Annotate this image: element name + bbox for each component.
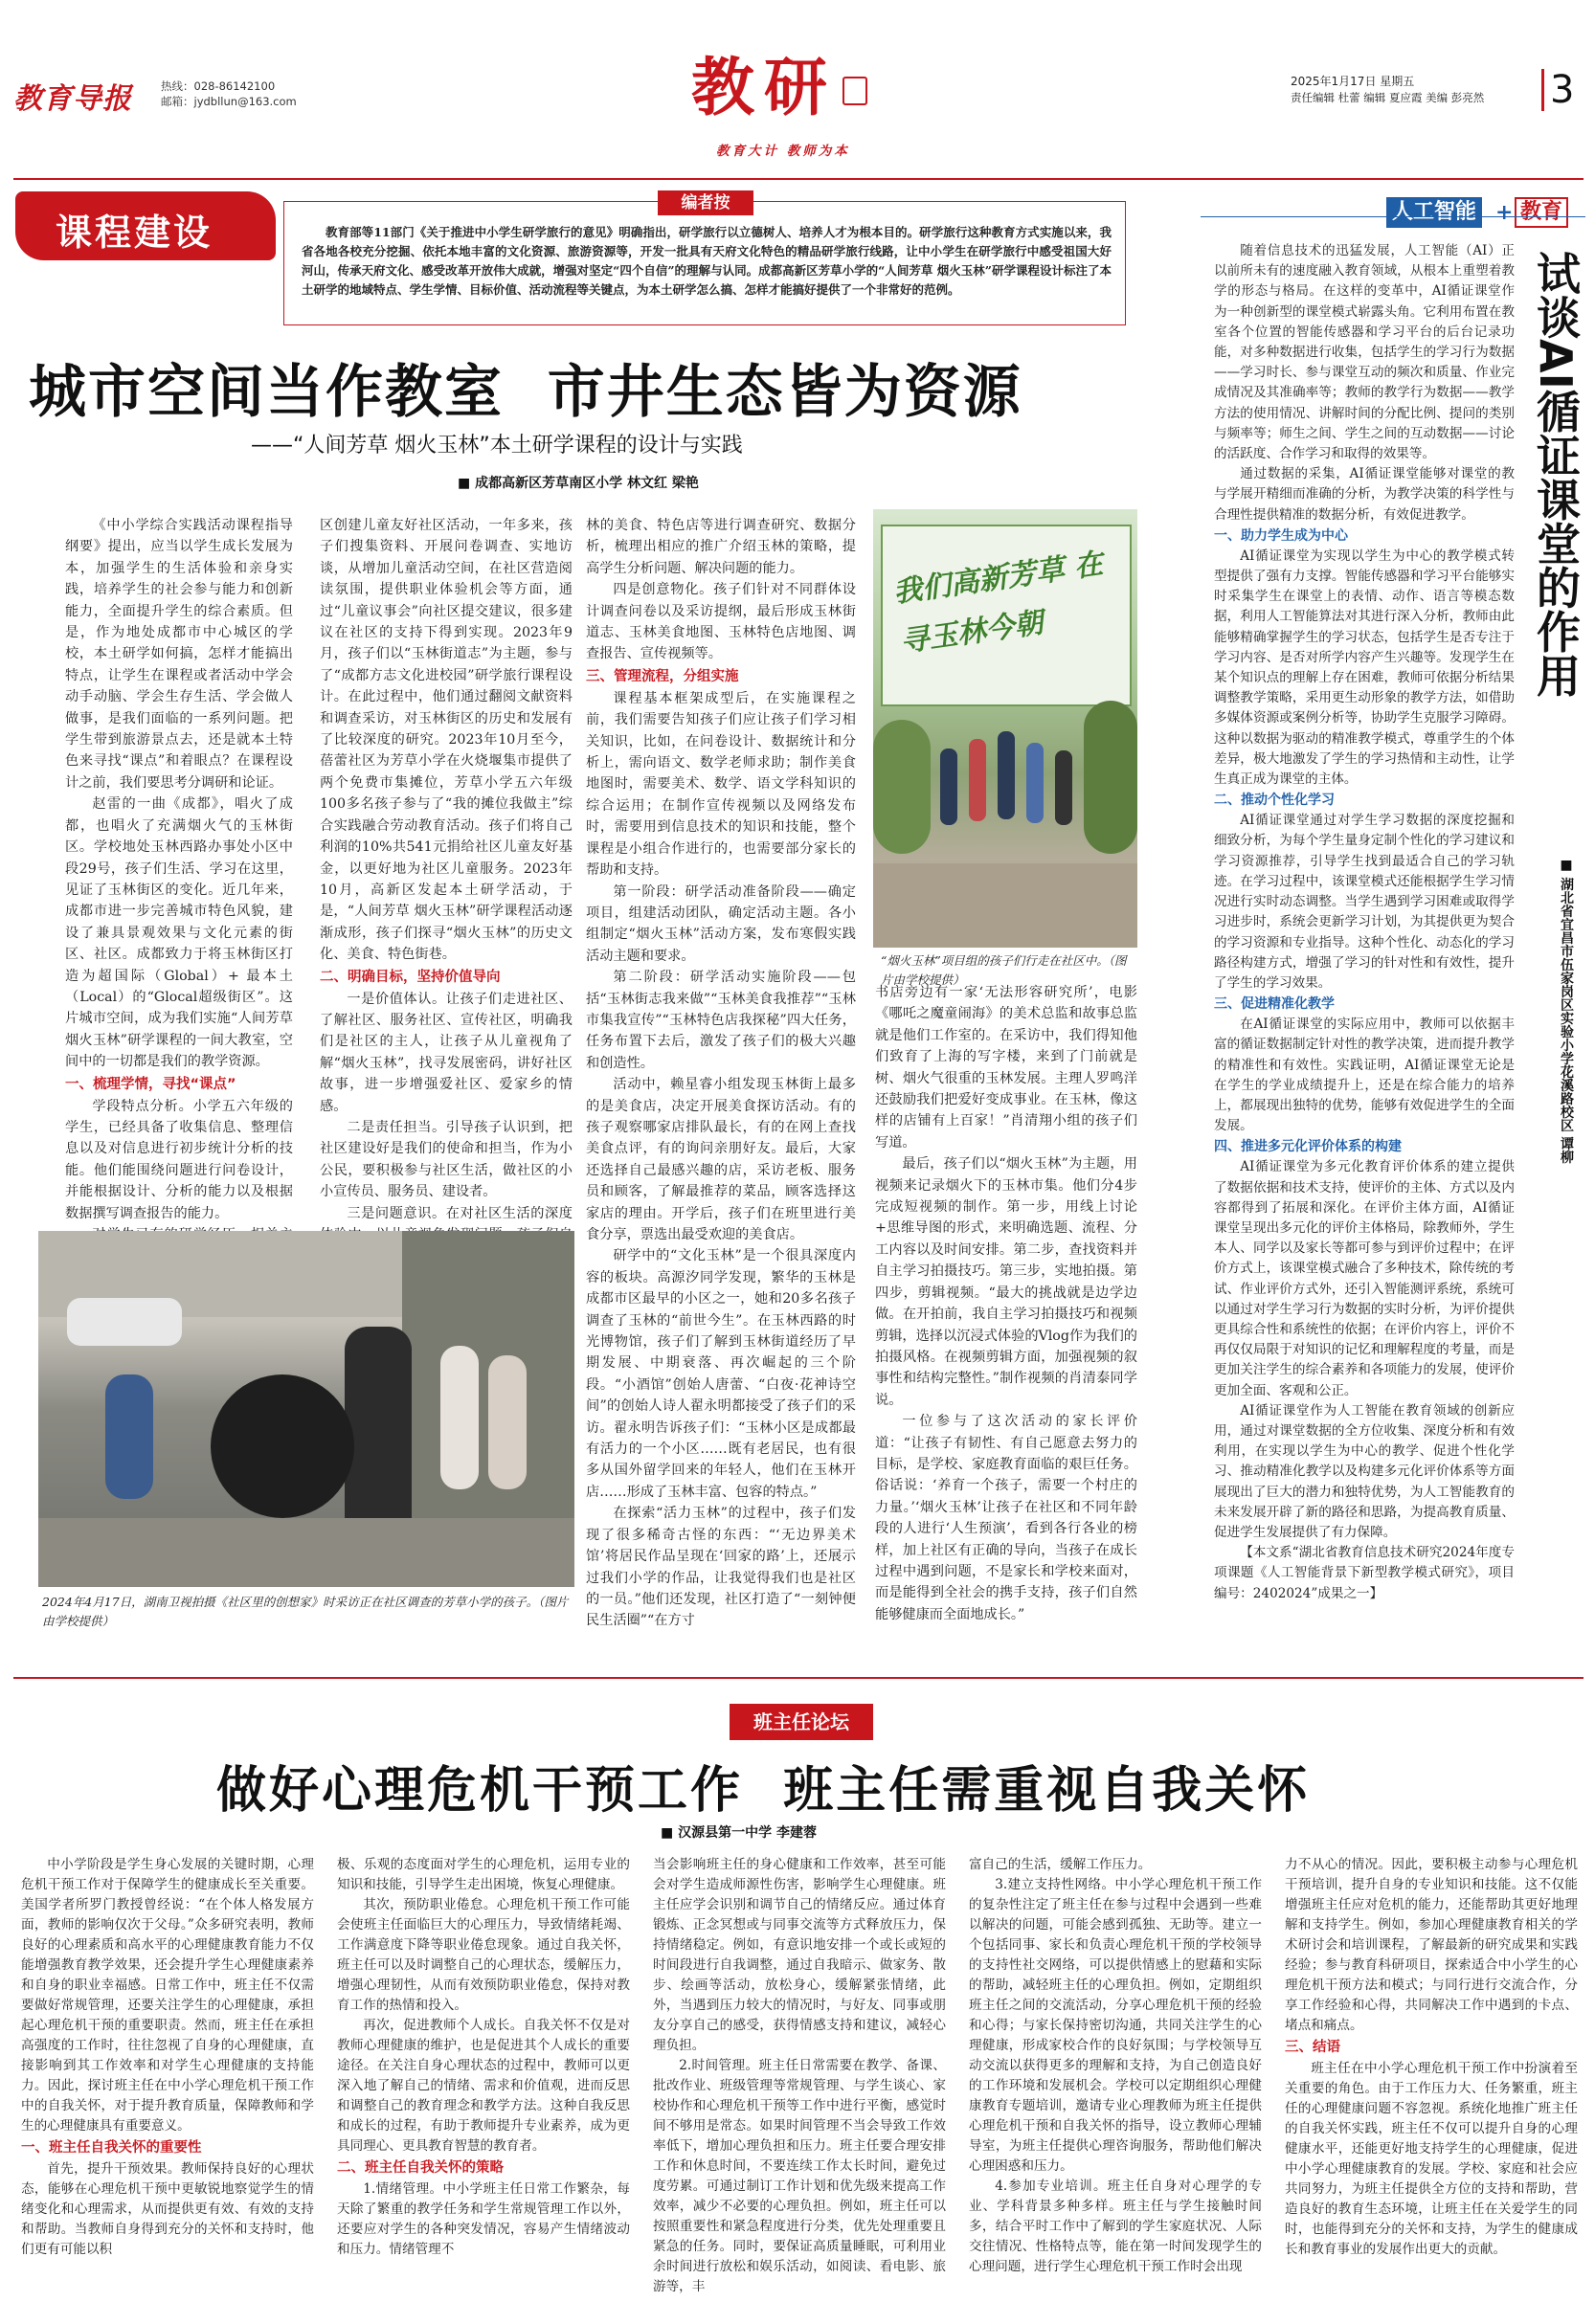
ai-tag-part2: 教育 [1515, 197, 1568, 228]
banner-text: 我们高新芳草 在寻玉林今朝 [890, 547, 1106, 659]
lead-headline: 城市空间当作教室 市井生态皆为资源 [29, 359, 1022, 426]
ai-tag-part1: 人工智能 [1386, 197, 1482, 228]
lead-col-1 [65, 515, 293, 1221]
email: 邮箱：jydbllun@163.com [161, 95, 297, 108]
editor-credits: 责任编辑 杜蕾 编辑 夏应霞 美编 彭亮然 [1291, 91, 1485, 104]
paragraph: 当会影响班主任的身心健康和工作效率，甚至可能会对学生造成师源性伤害，影响学生心理健康。班主任应学会识别和调节自己的情绪反应。通过体育锻炼、正念冥想或与同事交流等方式释放压力，保持情绪稳定。例如，有意识地安排一个或长或短的时间段进行自我调整，通过自我暗示、做家务、散步、绘画等活动，放松身心，缓解紧张情绪，此外，当遇到压力较大的情况时，与好友、同事或朋友分享自己的感受，获得情感支持和建议，减轻心理负担。 [653, 1857, 946, 2053]
issue-date: 2025年1月17日 星期五 [1291, 75, 1415, 88]
section-heading: 一、梳理学情，寻找“课点” [65, 1076, 236, 1092]
paragraph: 力不从心的情况。因此，要积极主动参与心理危机干预培训，提升自身的专业知识和技能。这不仅能增强班主任应对危机的能力，还能帮助其更好地理解和支持学生。例如，参加心理健康教育相关的学术研讨会和培训课程，了解最新的研究成果和实践经验；参与教育科研项目，探索适合中小学生的心理危机干预方法和模式；与同行进行交流合作，分享工作经验和心得，共同解决工作中遇到的卡点、堵点和痛点。 [1285, 1857, 1578, 2033]
paragraph: 通过数据的采集，AI循证课堂能够对课堂的教与学展开精细而准确的分析，为教学决策的科学性与合理性提供精准的数据分析，有效促进教学。 [1214, 466, 1515, 523]
forum-column-tag: 班主任论坛 [730, 1704, 873, 1740]
kid-figure-icon [969, 739, 986, 821]
photo-kids-caption: “烟火玉林”项目组的孩子们行走在社区中。（图片由学校提供） [881, 953, 1127, 987]
column-tag-label: 课程建设 [56, 212, 213, 254]
section-heading: 二、班主任自我关怀的策略 [337, 2160, 504, 2176]
paragraph: 4.参加专业培训。班主任自身对心理学的专业、学科背景多种多样。班主任与学生接触时间多，结合平时工作中了解到的学生家庭状况、人际交往情况、性格特点等，能在第一时间发现学生的心理问题，进行学生心理危机干预工作时会出现 [969, 2179, 1262, 2274]
section-heading: 一、助力学生成为中心 [1214, 527, 1348, 544]
paper-name-logo: 教育导报 [13, 82, 132, 116]
tree-left-icon [873, 720, 931, 854]
section-title: 教研 [691, 50, 837, 124]
paragraph: 赵雷的一曲《成都》，唱火了成都，也唱火了充满烟火气的玉林街区。学校地处玉林西路办事处小区中段29号，孩子们生活、学习在这里，见证了玉林街区的变化。近几年来，成都市进一步完善城市特色风貌，建设了兼具景观效果与文化元素的街区、社区。成都致力于将玉林街区打造为超国际（Global）+ 最本土（Local）的“Glocal超级街区”。这片城市空间，成为我们实施“人间芳草 烟火玉林”研学课程的一间大教室，空间中的一切都是我们的教学资源。 [65, 796, 293, 1070]
forum-divider [13, 1677, 1584, 1679]
lead-subhead: ——“人间芳草 烟火玉林”本土研学课程的设计与实践 [251, 434, 743, 458]
child-figure-icon [105, 1374, 153, 1499]
banner-sign [881, 525, 1132, 706]
paragraph: 区创建儿童友好社区活动，一年多来，孩子们搜集资料、开展问卷调查、实地访谈，从增加儿童活动空间，在社区营造阅读氛围，提供职业体验机会等方面，通过“儿童议事会”向社区提交建议，很多建议在社区的支持下得到实现。2023年9月，孩子们以“玉林街道志”为主题，参与了“成都方志文化进校园”研学旅行课程设计。在此过程中，他们通过翻阅文献资料和调查采访，对玉林街区的历史和发展有了比较深度的研究。2023年10月至今，蓓蕾社区为芳草小学在火烧堰集市提供了两个免费市集摊位，芳草小学五六年级100多名孩子参与了“我的摊位我做主”综合实践融合劳动教育活动。孩子们将自己利润的10%共541元捐给社区儿童友好基金，以更好地为社区儿童服务。2023年10月，高新区发起本土研学活动，于是，“人间芳草 烟火玉林”研学课程活动逐渐成形，孩子们探寻“烟火玉林”的历史文化、美食、特色街巷。 [320, 518, 573, 963]
paragraph: AI循证课堂为多元化教育评价体系的建立提供了数据依据和技术支持，使评价的主体、方式以及内容都得到了拓展和深化。在评价主体方面，AI循证课堂呈现出多元化的评价主体格局，除教师外，学生本人、同学以及家长等都可参与到评价过程中；在评价方式上，该课堂模式融合了多种技术，除传统的考试、作业评价方式外，还引入智能测评系统，系统可以通过对学生学习行为数据的实时分析，为评价提供更具综合性和系统性的依据；在评价内容上，评价不再仅仅局限于对知识的记忆和理解程度的考量，而是更加关注学生的综合素养和各项能力的发展，使评价更加全面、客观和公正。 [1214, 1159, 1515, 1398]
photo-street-interview [38, 1231, 574, 1587]
section-seal-icon [842, 77, 867, 105]
paragraph: 【本文系“湖北省教育信息技术研究2024年度专项课题《人工智能背景下新型教学模式研究》，项目编号：2402024”成果之一】 [1214, 1545, 1515, 1601]
paragraph: 首先，提升干预效果。教师保持良好的心理状态，能够在心理危机干预中更敏锐地察觉学生的情绪变化和心理需求，从而提供更有效、有效的支持和帮助。当教师自身得到充分的关怀和支持时，他们更有可能以积 [21, 2161, 314, 2257]
paragraph: 其次，预防职业倦怠。心理危机干预工作可能会使班主任面临巨大的心理压力，导致情绪耗竭、工作满意度下降等职业倦怠现象。通过自我关怀，班主任可以及时调整自己的心理状态，缓解压力，增强心理韧性，从而有效预防职业倦怠，保持对教育工作的热情和投入。 [337, 1897, 630, 2013]
paragraph: 再次，促进教师个人成长。自我关怀不仅是对教师心理健康的维护，也是促进其个人成长的重要途径。在关注自身心理状态的过程中，教师可以更深入地了解自己的情绪、需求和价值观，进而反思和调整自己的教育理念和教学方法。这种自我反思和成长的过程，有助于教师提升专业素养，成为更具同理心、更具教育智慧的教育者。 [337, 2018, 630, 2154]
paragraph: 书店旁边有一家‘无法形容研究所’，电影《哪吒之魔童闹海》的美术总监和故事总监就是他们工作室的。在采访中，我们得知他们致育了上海的写字楼，来到了门前就是树、烟火气很重的玉林发展。主理人罗鸣洋还鼓励我们把爱好变成事业。在玉林，像这样的店铺有上百家！”肖清翔小组的孩子们写道。 [875, 985, 1137, 1151]
tree-right-icon [1084, 701, 1137, 854]
forum-headline: 做好心理危机干预工作 班主任需重视自我关怀 [216, 1761, 1311, 1820]
kid-figure-icon [998, 731, 1015, 819]
paragraph: 一是价值体认。让孩子们走进社区、了解社区、服务社区、宣传社区，明确我们是社区的主人，让孩子从儿童视角了解“烟火玉林”，找寻发展密码，讲好社区故事，进一步增强爱社区、爱家乡的情感。 [320, 991, 573, 1114]
photo-street-caption: 2024年4月17日，湖南卫视拍摄《社区里的创想家》时采访正在社区调查的芳草小学的孩子。（图片由学校提供） [42, 1595, 569, 1628]
kid-figure-icon [1055, 750, 1072, 825]
ai-article-body [1214, 241, 1515, 1639]
paragraph: 班主任在中小学心理危机干预工作中扮演着至关重要的角色。由于工作压力大、任务繁重，班主任的心理健康问题不容忽视。系统化地推广班主任的自我关怀实践，班主任不仅可以提升自身的心理健康水平，还能更好地支持学生的心理健康，促进中小学心理健康教育的发展。学校、家庭和社会应共同努力，为班主任提供全方位的支持和帮助，营造良好的教育生态环境，让班主任在关爱学生的同时，也能得到充分的关怀和支持，为学生的健康成长和教育事业的发展作出更大的贡献。 [1285, 2061, 1578, 2257]
ground [873, 863, 1137, 948]
paragraph: AI循证课堂为实现以学生为中心的教学模式转型提供了强有力支撑。智能传感器和学习平台能够实时采集学生在课堂上的表情、动作、语言等模态数据，利用人工智能算法对其进行深入分析，教师由此能够精确掌握学生的学习状态，包括学生是否专注于学习内容、是否对所学内容产生兴趣等。发现学生在某个知识点的理解上存在困难，教师可依据分析结果调整教学策略，采用更生动形象的教学方法，如借助多媒体资源或案例分析等，协助学生克服学习障碍。这种以数据为驱动的精准教学模式，尊重学生的个体差异，极大地激发了学生的学习热情和主动性，让学生真正成为课堂的主体。 [1214, 547, 1515, 788]
car-icon [67, 1298, 182, 1346]
lead-byline: ■ 成都高新区芳草南区小学 林文红 梁艳 [458, 476, 699, 491]
forum-col-1 [21, 1855, 314, 2318]
page-number: 3 [1550, 68, 1575, 112]
forum-col-2 [337, 1855, 630, 2318]
ai-author: ■ 湖北省宜昌市伍家岗区实验小学花溪路校区 谭柳 [1559, 858, 1574, 1164]
paragraph: 在AI循证课堂的实际应用中，教师可以依据丰富的循证数据制定针对性的教学决策，进而提升教学的精准性和有效性。实践证明，AI循证课堂无论是在学生的学业成绩提升上，还是在综合能力的培养上，都展现出独特的优势，能够有效促进学生的全面发展。 [1214, 1017, 1515, 1134]
paragraph: AI循证课堂作为人工智能在教育领域的创新应用，通过对课堂数据的全方位收集、深度分析和有效利用，在实现以学生为中心的教学、促进个性化学习、推动精准化教学以及构建多元化评价体系等方面展现出了巨大的潜力和独特优势，为人工智能教育的未来发展开辟了新的路径和思路，为提高教育质量、促进学生发展提供了有力保障。 [1214, 1402, 1515, 1540]
paragraph: 中小学阶段是学生身心发展的关键时期，心理危机干预工作对于保障学生的健康成长至关重要。美国学者所罗门教授曾经说：“在个体人格发展方面，教师的影响仅次于父母。”众多研究表明，教师良好的心理素质和高水平的心理健康教育能力不仅能增强教育教学效果，还会提升学生心理健康素养和自身的职业幸福感。日常工作中，班主任不仅需要做好常规管理，还要关注学生的心理健康，承担起心理危机干预的重要职责。然而，班主任在承担高强度的工作时，往往忽视了自身的心理健康，直接影响到其工作效率和对学生心理健康的支持能力。因此，探讨班主任在中小学心理危机干预工作中的自我关怀，对于提升教育质量，保障教师和学生的心理健康具有重要意义。 [21, 1857, 314, 2134]
paragraph: 2.时间管理。班主任日常需要在教学、备课、批改作业、班级管理等常规管理、与学生谈心、家校协作和心理危机干预等工作中进行平衡，感觉时间不够用是常态。如果时间管理不当会导致工作效率低下，增加心理负担和压力。班主任要合理安排工作和休息时间，不要连续工作太长时间，避免过度劳累。可通过制订工作计划和优先级来提高工作效率，减少不必要的心理负担。例如，班主任可以按照重要性和紧急程度进行分类，优先处理重要且紧急的任务。同时，要保证高质量睡眠，可利用业余时间进行放松和娱乐活动，如阅读、看电影、旅游等，丰 [653, 2058, 946, 2294]
editor-note-label: 编者按 [658, 190, 753, 215]
paragraph: 一位参与了这次活动的家长评价道：“让孩子有韧性、有自己愿意去努力的目标，是学校、家庭教育面临的艰巨任务。俗话说：‘养育一个孩子，需要一个村庄的力量。’‘烟火玉林’让孩子在社区和不同年龄段的人进行‘人生预演’，看到各行各业的榜样，加上社区有正确的导向，当孩子在成长过程中遇到问题，不是家长和学校来面对，而是能得到全社会的携手支持，孩子们自然能够健康而全面地成长。” [875, 1414, 1137, 1622]
forum-col-4 [969, 1855, 1262, 2318]
paragraph: 第一阶段：研学活动准备阶段——确定项目，组建活动团队，确定活动主题。各小组制定“烟火玉林”活动方案，发布寒假实践活动主题和要求。 [586, 883, 856, 964]
ai-headline: 试谈AI循证课堂的作用 [1530, 251, 1582, 698]
paragraph: 随着信息技术的迅猛发展，人工智能（AI）正以前所未有的速度融入教育领域，从根本上重塑着教学的形态与格局。在这样的变革中，AI循证课堂作为一种创新型的课堂模式崭露头角。它利用布置在教室各个位置的智能传感器和学习平台的后台记录功能，对多种数据进行收集，包括学生的学习行为数据——学习时长、参与课堂互动的频次和质量、作业完成情况及其准确率等；教师的教学行为数据——教学方法的使用情况、讲解时间的分配比例、提问的类别与频率等；师生之间、学生之间的互动数据——讨论的活跃度、合作学习和取得的效果等。 [1214, 243, 1515, 462]
child-figure-icon [488, 1355, 527, 1489]
section-heading: 三、管理流程，分组实施 [586, 668, 739, 684]
masthead-divider [13, 178, 1584, 180]
paragraph: 3.建立支持性网络。中小学心理危机干预工作的复杂性注定了班主任在参与过程中会遇到一些难以解决的问题，可能会感到孤独、无助等。建立一个包括同事、家长和负责心理危机干预的学校领导的支持性社交网络，可以提供情感上的慰藉和实际的帮助，减轻班主任的心理负担。例如，定期组织班主任之间的交流活动，分享心理危机干预的经验和心得；与家长保持密切沟通，共同关注学生的心理健康，形成家校合作的良好氛围；与学校领导互动交流以获得更多的理解和支持，为自己创造良好的工作环境和发展机会。学校可以定期组织心理健康教育专题培训，邀请专业心理教师为班主任提供心理危机干预和自我关怀的指导，设立教师心理辅导室，为班主任提供心理咨询服务，帮助他们解决心理困惑和压力。 [969, 1877, 1262, 2174]
paragraph: 活动中，赖星睿小组发现玉林街上最多的是美食店，决定开展美食探访活动。有的孩子观察哪家店排队最长，有的在网上查找美食点评，有的询问亲朋好友。最后，大家还选择自己最感兴趣的店，采访老板、服务员和顾客，了解最推荐的菜品，顾客选择这家店的理由。开学后，孩子们在班里进行美食分享，票选出最受欢迎的美食店。 [586, 1077, 856, 1242]
section-heading: 二、明确目标，坚持价值导向 [320, 969, 501, 985]
paragraph: 1.情绪管理。中小学班主任日常工作繁杂，每天除了繁重的教学任务和学生常规管理工作以外，还要应对学生的各种突发情况，容易产生情绪波动和压力。情绪管理不 [337, 2181, 630, 2257]
paragraph: 四是创意物化。孩子们针对不同群体设计调查问卷以及采访提纲，最后形成玉林街道志、玉林美食地图、玉林特色店地图、调查报告、宣传视频等。 [586, 582, 856, 662]
reflector-disc [211, 1374, 354, 1518]
editor-note-box [283, 193, 1126, 325]
paragraph: 研学中的“文化玉林”是一个很具深度内容的板块。高源汐同学发现，繁华的玉林是成都市区最早的小区之一，她和20多名孩子调查了玉林的“前世今生”。在玉林西路的时光博物馆，孩子们了解到玉林街道经历了早期发展、中期衰落、再次崛起的三个阶段。“小酒馆”创始人唐蕾、“白夜·花神诗空间”的创始人诗人翟永明都接受了孩子们的采访。翟永明告诉孩子们：“玉林小区是成都最有活力的一个小区……既有老居民，也有很多从国外留学回来的年轻人，他们在玉林开店……形成了玉林丰富、包容的特点。” [586, 1248, 856, 1500]
forum-col-5 [1285, 1855, 1578, 2318]
paragraph: 学段特点分析。小学五六年级的学生，已经具备了收集信息、整理信息以及对信息进行初步统计分析的技能。他们能围绕问题进行问卷设计，并能根据设计、分析的能力以及根据数据撰写调查报告的能力。 [65, 1098, 293, 1221]
section-heading: 三、结语 [1285, 2040, 1340, 2055]
masthead [0, 0, 1595, 159]
lead-col-3 [586, 515, 856, 1646]
paragraph: 最后，孩子们以“烟火玉林”为主题，用视频来记录烟火下的玉林市集。他们分4步完成短视频的制作。第一步，用线上讨论+思维导图的形式，来明确选题、流程、分工内容以及时间安排。第二步，查找资料并自主学习拍摄技巧。第三步，实地拍摄。第四步，剪辑视频。“最大的挑战就是边学边做。在开拍前，我自主学习拍摄技巧和视频剪辑，选择以沉浸式体验的Vlog作为我们的拍摄风格。在视频剪辑方面，加强视频的叙事性和结构完整性。”制作视频的肖清泰同学说。 [875, 1156, 1137, 1408]
lead-col-4 [875, 982, 1137, 1646]
forum-col-3 [653, 1855, 946, 2318]
hotline: 热线：028-86142100 [161, 79, 276, 93]
paragraph: 课程基本框架成型后，在实施课程之前，我们需要告知孩子们应让孩子们学习相关知识，比如，在问卷设计、数据统计和分析上，需向语文、数学老师求助；制作美食地图时，需要美术、数学、语文学科知识的综合运用；在制作宣传视频以及网络发布时，需要用到信息技术的知识和技能，整个课程是小组合作进行的，也需要部分家长的帮助和支持。 [586, 690, 856, 879]
paragraph: 三是问题意识。在对社区生活的深度 [347, 1205, 573, 1221]
paragraph: 第二阶段：研学活动实施阶段——包括“玉林街志我来做”“玉林美食我推荐”“玉林市集我宣传”“玉林特色店我探秘”四大任务，任务布置下去后，激发了孩子们的极大兴趣和创造性。 [586, 970, 856, 1071]
photo-kids-banner [873, 509, 1137, 948]
plus-icon: + [1495, 200, 1514, 225]
kid-figure-icon [1026, 743, 1044, 823]
editor-note-text: 教育部等11部门《关于推进中小学生研学旅行的意见》明确指出，研学旅行以立德树人、培养人才为根本目的。研学旅行这种教育方式实施以来，我省各地各校充分挖掘、依托本地丰富的文化资源、旅游资源等，开发一批具有天府文化特色的精品研学旅行线路，让中小学生在研学旅行中感受祖国大好河山，传承天府文化、感受改革开放伟大成就，增强对坚定“四个自信”的理解与认同。成都高新区芳草小学的“人间芳草 烟火玉林”研学课程设计标注了本土研学的地域特点、学生学情、目标价值、活动流程等关键点，为本土研学怎么搞、怎样才能搞好提供了一个非常好的范例。 [302, 225, 1112, 297]
section-heading: 二、推动个性化学习 [1214, 793, 1335, 809]
paragraph: 在探索“活力玉林”的过程中，孩子们发现了很多稀奇古怪的东西：“‘无边界美术馆’将居民作品呈现在‘回家的路’上，还展示过我们小学的作品，让我觉得我们也是社区的一员。”他们还发现，社区打造了“一刻钟便民生活圈”“在方寸 [586, 1506, 856, 1629]
paragraph: 林的美食、特色店等进行调查研究、数据分析，梳理出相应的推广介绍玉林的策略，提高学生分析问题、解决问题的能力。 [586, 518, 856, 576]
slogan: 教育大计 教师为本 [716, 144, 850, 159]
sidewalk [38, 1518, 574, 1587]
paragraph: 富自己的生活，缓解工作压力。 [969, 1857, 1152, 1872]
paragraph: 《中小学综合实践活动课程指导纲要》提出，应当以学生成长发展为本，加强学生的生活体验和亲身实践，培养学生的社会参与能力和创新能力，全面提升学生的综合素质。但是，作为地处成都市中心城区的学校，本土研学如何搞，怎样才能搞出特点，让学生在课程或者活动中学会动手动脑、学会生存生活、学会做人做事，是我们面临的一系列问题。把学生带到旅游景点去，还是就本土特色来寻找“课点”和着眼点？在课程设计之前，我们要思考分调研和论证。 [65, 518, 293, 791]
column-tag [15, 191, 276, 260]
lead-col-2 [320, 515, 573, 1221]
child-figure-icon [440, 1346, 479, 1489]
paragraph: 二是责任担当。引导孩子认识到，把社区建设好是我们的使命和担当，作为小公民，要积极参与社区生活，做社区的小小宣传员、服务员、建设者。 [320, 1119, 573, 1200]
page-number-box [1541, 69, 1584, 111]
section-heading: 一、班主任自我关怀的重要性 [21, 2140, 202, 2156]
section-heading: 四、推进多元化评价体系的构建 [1214, 1139, 1402, 1155]
forum-byline: ■ 汉源县第一中学 李建蓉 [661, 1825, 817, 1841]
kid-figure-icon [940, 749, 957, 825]
section-heading: 三、促进精准化教学 [1214, 996, 1335, 1013]
paragraph: AI循证课堂通过对学生学习数据的深度挖掘和细致分析，为每个学生量身定制个性化的学习建议和学习资源推荐，引导学生找到最适合自己的学习轨迹。在学习过程中，该课堂模式还能根据学生学习情况进行实时动态调整。当学生遇到学习困难或取得学习进步时，系统会更新学习计划，为其提供更为契合的学习资源和专业指导。这种个性化、动态化的学习路径构建方式，增强了学习的针对性和有效性，提升了学生的学习效果。 [1214, 813, 1515, 991]
paragraph: 极、乐观的态度面对学生的心理危机，运用专业的知识和技能，引导学生走出困境，恢复心理健康。 [337, 1857, 630, 1892]
